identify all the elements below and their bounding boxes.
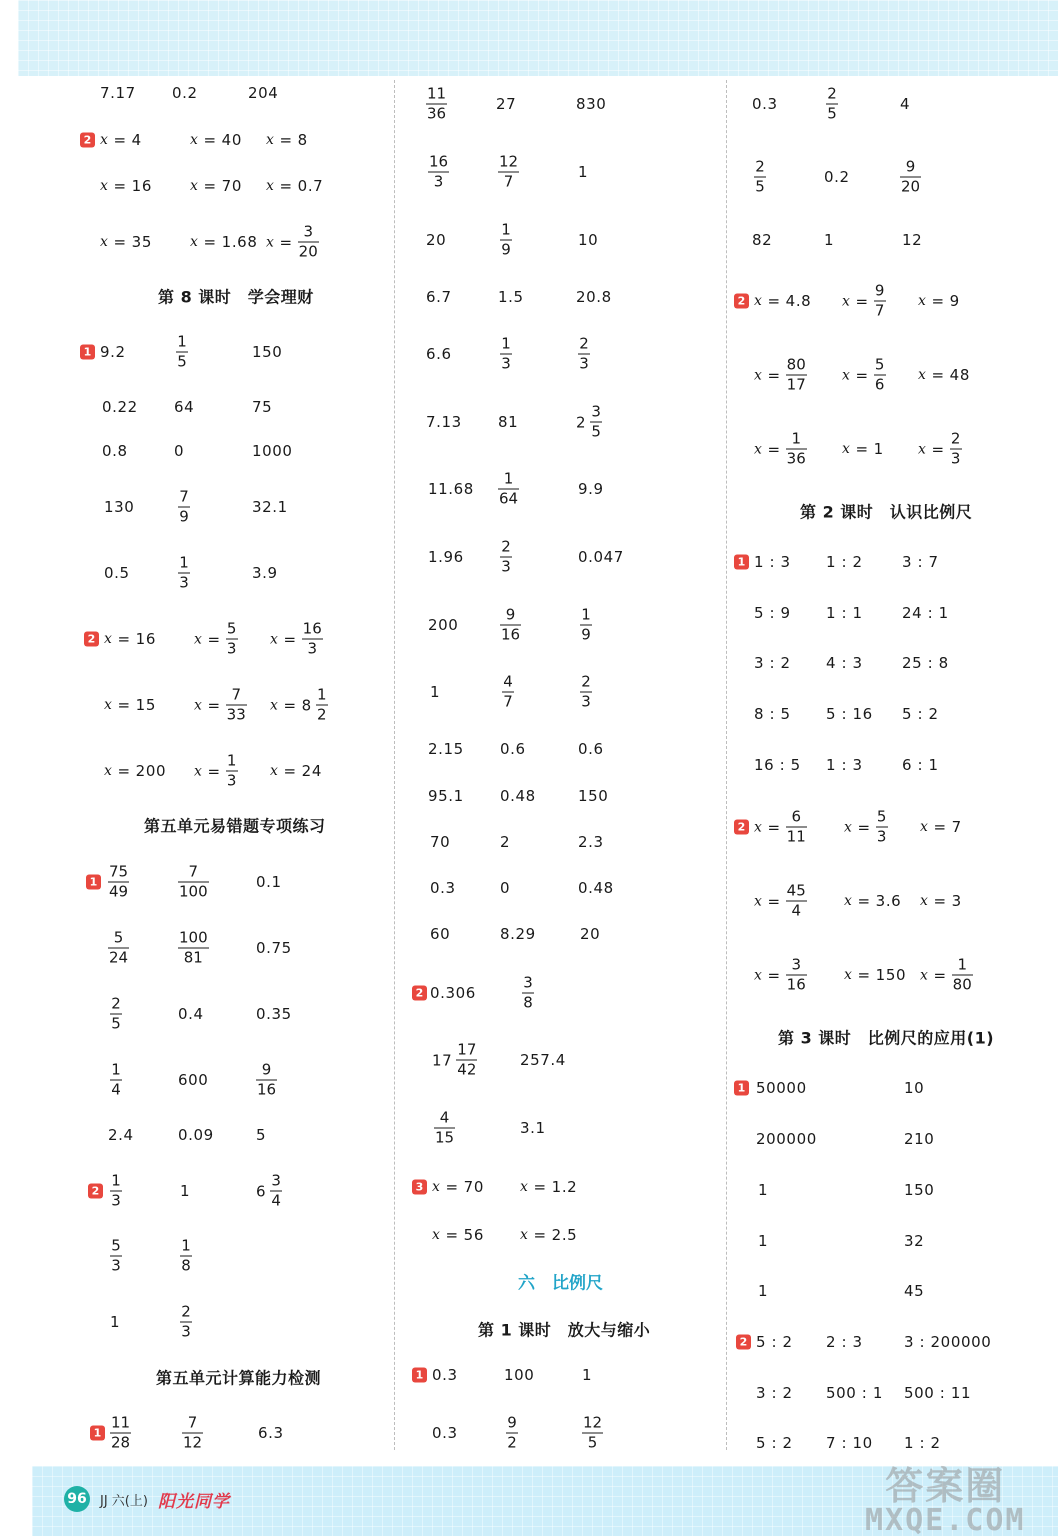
fraction: $\frac{2}{5}$ <box>827 84 837 123</box>
equation-answer: x = 16 <box>100 177 152 195</box>
fraction: $\frac{2}{3}$ <box>581 672 591 711</box>
fraction: $\frac{1}{3}$ <box>501 334 511 373</box>
answer: 1 <box>758 1181 769 1199</box>
exercise-number-badge: 1 <box>412 1368 427 1383</box>
equation-answer: x = $\frac{45}{4}$ <box>754 881 806 920</box>
answer: 7.13 <box>426 413 462 431</box>
ratio-answer: 8 : 5 <box>754 705 791 723</box>
answer: 600 <box>178 1071 209 1089</box>
fraction: $\frac{5}{6}$ <box>874 355 885 394</box>
fraction-answer <box>110 1173 122 1210</box>
ratio-answer: 5 : 2 <box>756 1434 793 1452</box>
fraction: $\frac{3}{5}$ <box>591 402 601 441</box>
section-heading: 第五单元计算能力检测 <box>156 1368 322 1388</box>
answer: 200 <box>428 616 459 634</box>
exercise-number-badge: 1 <box>734 1081 749 1096</box>
fraction-answer <box>428 154 449 191</box>
fraction: $\frac{2}{3}$ <box>181 1302 191 1341</box>
answer: 150 <box>252 343 283 361</box>
answer: 0.22 <box>102 398 138 416</box>
answer: 2.4 <box>108 1126 134 1144</box>
answer: 1.96 <box>428 548 464 566</box>
fraction-answer <box>110 1062 122 1099</box>
answer: 130 <box>104 498 135 516</box>
fraction-answer <box>578 336 590 373</box>
equation-answer: x = 8 <box>266 131 308 149</box>
fraction: $\frac{1}{5}$ <box>177 332 187 371</box>
equation-answer: x = 1 <box>842 440 884 458</box>
equation-answer: x = 9 <box>918 292 960 310</box>
equation-answer: x = 24 <box>270 762 322 780</box>
lesson-heading: 第 1 课时 放大与缩小 <box>478 1320 651 1340</box>
answer: 1 <box>824 231 835 249</box>
answer: 0.3 <box>430 879 456 897</box>
ratio-answer: 3 : 2 <box>754 654 791 672</box>
answer: 1 <box>758 1282 769 1300</box>
fraction: $\frac{100}{81}$ <box>179 928 208 967</box>
fraction: $\frac{2}{5}$ <box>755 157 765 196</box>
answer: 0.3 <box>752 95 778 113</box>
fraction: $\frac{1}{3}$ <box>111 1171 121 1210</box>
fraction: $\frac{5}{3}$ <box>876 807 887 846</box>
answer: 0.6 <box>500 740 526 758</box>
fraction: $\frac{12}{5}$ <box>583 1413 603 1452</box>
ratio-answer: 5 : 2 <box>902 705 939 723</box>
grade-label: JJ 六(上) <box>100 1493 148 1509</box>
unit-heading: 六 比例尺 <box>518 1273 603 1294</box>
answer: 1000 <box>252 442 293 460</box>
answer-column-2 <box>394 0 726 1460</box>
exercise-number-badge: 2 <box>88 1184 103 1199</box>
answer: 6.3 <box>258 1424 284 1442</box>
answer: 9.2 <box>100 343 126 361</box>
answer: 82 <box>752 231 773 249</box>
equation-answer: x = $\frac{3}{20}$ <box>266 222 318 261</box>
exercise-number-badge: 2 <box>80 133 95 148</box>
fraction: $\frac{1}{36}$ <box>786 429 806 468</box>
equation-answer: x = $\frac{9}{7}$ <box>842 281 885 320</box>
equation-answer: x = $\frac{6}{11}$ <box>754 807 806 846</box>
equation-answer: x = 15 <box>104 696 156 714</box>
fraction: $\frac{2}{3}$ <box>950 429 961 468</box>
answer: 0.1 <box>256 873 282 891</box>
answer: 10 <box>578 231 599 249</box>
page-number: 96 <box>64 1486 90 1512</box>
fraction-answer <box>182 1415 203 1452</box>
equation-answer: x = 0.7 <box>266 177 324 195</box>
answer: 0.35 <box>256 1005 292 1023</box>
fraction-answer <box>108 864 129 901</box>
equation-answer: x = 7 <box>920 818 962 836</box>
exercise-number-badge: 2 <box>412 986 427 1001</box>
answer: 11.68 <box>428 480 474 498</box>
answer: 10 <box>904 1079 925 1097</box>
equation-answer: x = 70 <box>432 1178 484 1196</box>
answer: 20.8 <box>576 288 612 306</box>
answer: 0.6 <box>578 740 604 758</box>
equation-answer: x = $\frac{1}{3}$ <box>194 751 237 790</box>
brand-logo: 阳光同学 <box>157 1491 230 1512</box>
answer: 6.6 <box>426 345 452 363</box>
fraction-answer <box>108 930 129 967</box>
fraction: $\frac{12}{7}$ <box>499 152 519 191</box>
answer: 1 <box>110 1313 121 1331</box>
answer: 0.4 <box>178 1005 204 1023</box>
ratio-answer: 1 : 3 <box>826 756 863 774</box>
answer: 1 <box>578 163 589 181</box>
fraction-answer <box>498 471 519 508</box>
answer: 3.9 <box>252 564 278 582</box>
equation-answer: x = 1.2 <box>520 1178 578 1196</box>
equation-answer: x = $\frac{1}{80}$ <box>920 955 972 994</box>
fraction-answer <box>180 1304 192 1341</box>
watermark-url: MXQE.COM <box>865 1503 1026 1538</box>
fraction-answer <box>178 555 190 592</box>
answer: 2.3 <box>578 833 604 851</box>
lesson-heading: 第 2 课时 认识比例尺 <box>800 502 973 522</box>
fraction: $\frac{1}{9}$ <box>501 220 511 259</box>
fraction: $\frac{11}{28}$ <box>111 1413 131 1452</box>
answer: 0.8 <box>102 442 128 460</box>
fraction: $\frac{9}{16}$ <box>501 605 521 644</box>
fraction-answer <box>900 159 921 196</box>
fraction: $\frac{45}{4}$ <box>786 881 806 920</box>
fraction-answer <box>180 1238 192 1275</box>
equation-answer: x = $\frac{80}{17}$ <box>754 355 806 394</box>
equation-answer: x = $\frac{5}{3}$ <box>194 619 237 658</box>
answer: 75 <box>252 398 273 416</box>
answer: 64 <box>174 398 195 416</box>
answer-column-1 <box>0 0 394 1460</box>
ratio-answer: 500 : 11 <box>904 1384 972 1402</box>
equation-answer: x = 40 <box>190 131 242 149</box>
answer: 0.75 <box>256 939 292 957</box>
answer: 27 <box>496 95 517 113</box>
fraction-answer <box>502 674 514 711</box>
fraction: $\frac{2}{3}$ <box>579 334 589 373</box>
equation-answer: x = 2.5 <box>520 1226 578 1244</box>
fraction: $\frac{3}{20}$ <box>298 222 318 261</box>
equation-answer: x = $\frac{5}{6}$ <box>842 355 885 394</box>
answer: 0.3 <box>432 1424 458 1442</box>
ratio-answer: 3 : 2 <box>756 1384 793 1402</box>
answer: 204 <box>248 84 279 102</box>
fraction: $\frac{11}{36}$ <box>427 84 447 123</box>
fraction-answer <box>426 86 447 123</box>
fraction-answer <box>178 930 209 967</box>
answer: 81 <box>498 413 519 431</box>
answer-column-3 <box>726 0 1058 1460</box>
fraction: $\frac{9}{7}$ <box>874 281 885 320</box>
fraction: $\frac{1}{3}$ <box>179 553 189 592</box>
equation-answer: x = $\frac{5}{3}$ <box>844 807 887 846</box>
equation-answer: x = 70 <box>190 177 242 195</box>
exercise-number-badge: 1 <box>80 345 95 360</box>
answer: 20 <box>580 925 601 943</box>
exercise-number-badge: 2 <box>84 632 99 647</box>
watermark-text: 答案圈 <box>885 1464 1006 1508</box>
answer: 45 <box>904 1282 925 1300</box>
fraction: $\frac{9}{16}$ <box>257 1060 277 1099</box>
answer: 150 <box>578 787 609 805</box>
section-heading: 第五单元易错题专项练习 <box>144 816 326 836</box>
answer: 1 <box>180 1182 191 1200</box>
fraction-answer <box>580 607 592 644</box>
fraction: $\frac{1}{64}$ <box>499 469 519 508</box>
answer: 0.5 <box>104 564 130 582</box>
equation-answer: x = 16 <box>104 630 156 648</box>
ratio-answer: 4 : 3 <box>826 654 863 672</box>
answer: 0.48 <box>500 787 536 805</box>
mixed-number-answer: 17 $\frac{17}{42}$ <box>432 1040 477 1079</box>
fraction: $\frac{7}{33}$ <box>226 685 246 724</box>
answer: 0.3 <box>432 1366 458 1384</box>
ratio-answer: 6 : 1 <box>902 756 939 774</box>
fraction-answer <box>256 1062 277 1099</box>
fraction-answer <box>826 86 838 123</box>
answer: 8.29 <box>500 925 536 943</box>
answer: 7.17 <box>100 84 136 102</box>
ratio-answer: 1 : 3 <box>754 553 791 571</box>
fraction: $\frac{9}{2}$ <box>507 1413 517 1452</box>
answer: 200000 <box>756 1130 817 1148</box>
fraction-answer <box>434 1110 455 1147</box>
page-footer <box>64 1486 230 1512</box>
exercise-number-badge: 1 <box>90 1426 105 1441</box>
fraction-answer <box>110 996 122 1033</box>
ratio-answer: 3 : 7 <box>902 553 939 571</box>
fraction: $\frac{3}{4}$ <box>271 1171 281 1210</box>
ratio-answer: 3 : 200000 <box>904 1333 992 1351</box>
fraction: $\frac{16}{3}$ <box>302 619 322 658</box>
equation-answer: x = 35 <box>100 233 152 251</box>
answer: 257.4 <box>520 1051 566 1069</box>
fraction-answer <box>500 539 512 576</box>
equation-answer: x = 3 <box>920 892 962 910</box>
exercise-number-badge: 3 <box>412 1180 427 1195</box>
answer: 4 <box>900 95 911 113</box>
ratio-answer: 16 : 5 <box>754 756 801 774</box>
fraction-answer <box>500 607 521 644</box>
equation-answer: x = 4 <box>100 131 142 149</box>
fraction-answer <box>176 334 188 371</box>
answer: 0.2 <box>172 84 198 102</box>
answer: 6.7 <box>426 288 452 306</box>
exercise-number-badge: 1 <box>734 555 749 570</box>
fraction-answer <box>500 222 512 259</box>
ratio-answer: 5 : 9 <box>754 604 791 622</box>
answer: 0.047 <box>578 548 624 566</box>
answer: 0 <box>500 879 511 897</box>
answer: 0.09 <box>178 1126 214 1144</box>
fraction: $\frac{7}{100}$ <box>179 862 208 901</box>
fraction-answer <box>754 159 766 196</box>
answer: 0.306 <box>430 984 476 1002</box>
answer: 1 <box>582 1366 593 1384</box>
equation-answer: x = 150 <box>844 966 907 984</box>
fraction-answer <box>110 1238 122 1275</box>
exercise-number-badge: 2 <box>734 294 749 309</box>
equation-answer: x = 4.8 <box>754 292 812 310</box>
mixed-number-answer: 6 $\frac{3}{4}$ <box>256 1171 281 1210</box>
fraction: $\frac{17}{42}$ <box>457 1040 477 1079</box>
fraction: $\frac{3}{8}$ <box>523 973 533 1012</box>
fraction: $\frac{2}{3}$ <box>501 537 511 576</box>
ratio-answer: 24 : 1 <box>902 604 949 622</box>
answer: 9.9 <box>578 480 604 498</box>
answer: 12 <box>902 231 923 249</box>
equation-answer: x = $\frac{2}{3}$ <box>918 429 961 468</box>
answer: 32.1 <box>252 498 288 516</box>
ratio-answer: 1 : 1 <box>826 604 863 622</box>
answer: 32 <box>904 1232 925 1250</box>
exercise-number-badge: 1 <box>86 875 101 890</box>
equation-answer: x = 56 <box>432 1226 484 1244</box>
fraction: $\frac{75}{49}$ <box>109 862 129 901</box>
exercise-number-badge: 2 <box>736 1335 751 1350</box>
mixed-number-answer: 2 $\frac{3}{5}$ <box>576 402 601 441</box>
watermark <box>865 1466 1026 1536</box>
ratio-answer: 1 : 2 <box>826 553 863 571</box>
answer: 5 <box>256 1126 267 1144</box>
fraction: $\frac{1}{9}$ <box>581 605 591 644</box>
equation-answer: x = $\frac{16}{3}$ <box>270 619 322 658</box>
fraction-answer <box>110 1415 131 1452</box>
fraction: $\frac{1}{4}$ <box>111 1060 121 1099</box>
fraction: $\frac{1}{8}$ <box>181 1236 191 1275</box>
answer: 70 <box>430 833 451 851</box>
fraction-answer <box>500 336 512 373</box>
fraction: $\frac{16}{3}$ <box>429 152 449 191</box>
ratio-answer: 5 : 2 <box>756 1333 793 1351</box>
answer: 830 <box>576 95 607 113</box>
answer: 2 <box>500 833 511 851</box>
fraction: $\frac{7}{12}$ <box>183 1413 203 1452</box>
fraction: $\frac{3}{16}$ <box>786 955 806 994</box>
answer: 1 <box>430 683 441 701</box>
fraction: $\frac{4}{7}$ <box>503 672 513 711</box>
answer: 50000 <box>756 1079 807 1097</box>
fraction: $\frac{7}{9}$ <box>179 487 189 526</box>
answer: 0 <box>174 442 185 460</box>
ratio-answer: 500 : 1 <box>826 1384 883 1402</box>
fraction: $\frac{6}{11}$ <box>786 807 806 846</box>
answer: 95.1 <box>428 787 464 805</box>
equation-answer: x = $\frac{7}{33}$ <box>194 685 246 724</box>
equation-answer: x = 200 <box>104 762 167 780</box>
equation-answer: x = 1.68 <box>190 233 258 251</box>
ratio-answer: 1 : 2 <box>904 1434 941 1452</box>
answer: 150 <box>904 1181 935 1199</box>
fraction: $\frac{1}{3}$ <box>226 751 237 790</box>
lesson-heading: 第 8 课时 学会理财 <box>158 287 314 307</box>
fraction-answer <box>580 674 592 711</box>
lesson-heading: 第 3 课时 比例尺的应用(1) <box>778 1028 995 1048</box>
fraction: $\frac{80}{17}$ <box>786 355 806 394</box>
equation-answer: x = 8 $\frac{1}{2}$ <box>270 685 327 724</box>
ratio-answer: 7 : 10 <box>826 1434 873 1452</box>
fraction: $\frac{5}{24}$ <box>109 928 129 967</box>
fraction-answer <box>178 489 190 526</box>
fraction: $\frac{1}{80}$ <box>952 955 972 994</box>
answer: 60 <box>430 925 451 943</box>
fraction: $\frac{2}{5}$ <box>111 994 121 1033</box>
answer: 3.1 <box>520 1119 546 1137</box>
equation-answer: x = $\frac{1}{36}$ <box>754 429 806 468</box>
answer: 1.5 <box>498 288 524 306</box>
answer: 100 <box>504 1366 535 1384</box>
ratio-answer: 2 : 3 <box>826 1333 863 1351</box>
fraction: $\frac{9}{20}$ <box>901 157 921 196</box>
ratio-answer: 5 : 16 <box>826 705 873 723</box>
fraction-answer <box>498 154 519 191</box>
answer: 20 <box>426 231 447 249</box>
fraction-answer <box>178 864 209 901</box>
exercise-number-badge: 2 <box>734 820 749 835</box>
fraction-answer <box>522 975 534 1012</box>
fraction: $\frac{1}{2}$ <box>317 685 327 724</box>
equation-answer: x = 48 <box>918 366 970 384</box>
answer: 0.48 <box>578 879 614 897</box>
answer: 2.15 <box>428 740 464 758</box>
fraction: $\frac{5}{3}$ <box>111 1236 121 1275</box>
answer: 210 <box>904 1130 935 1148</box>
fraction-answer <box>582 1415 603 1452</box>
fraction-answer <box>506 1415 518 1452</box>
equation-answer: x = 3.6 <box>844 892 902 910</box>
answer: 0.2 <box>824 168 850 186</box>
fraction: $\frac{4}{15}$ <box>435 1108 455 1147</box>
ratio-answer: 25 : 8 <box>902 654 949 672</box>
fraction: $\frac{5}{3}$ <box>226 619 237 658</box>
equation-answer: x = $\frac{3}{16}$ <box>754 955 806 994</box>
answer: 1 <box>758 1232 769 1250</box>
